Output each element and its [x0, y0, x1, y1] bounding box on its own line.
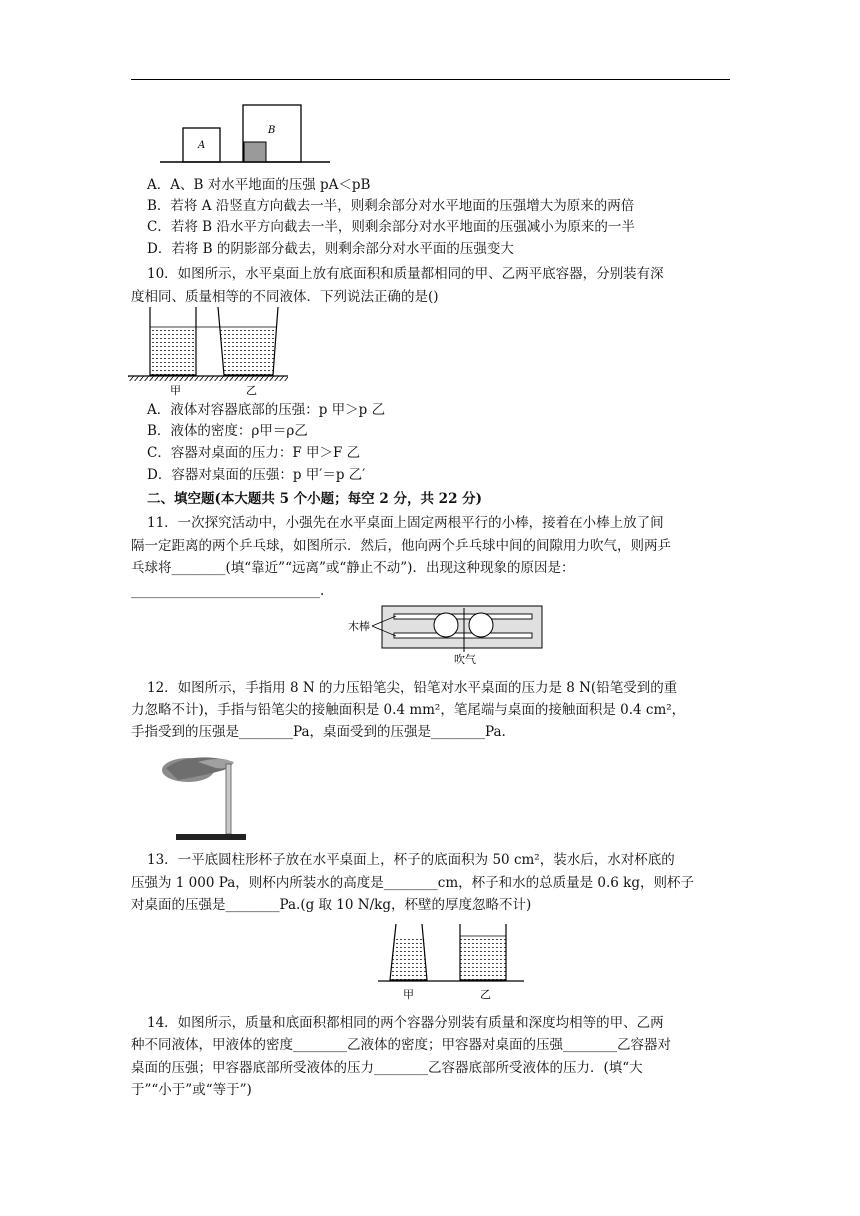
q14-line2: 种不同液体，甲液体的密度________乙液体的密度；甲容器对桌面的压强________乙容器对 — [131, 1037, 671, 1053]
q11-label-blow: 吹气 — [454, 653, 476, 666]
q12-line2: 力忽略不计)，手指与铅笔尖的接触面积是 0.4 mm²，笔尾端与桌面的接触面积是 0.4 cm²， — [131, 702, 686, 718]
q9-option-c: C．若将 B 沿水平方向截去一半，则剩余部分对水平地面的压强减小为原来的一半 — [147, 219, 635, 235]
q11-label-stick: 木棒 — [348, 620, 370, 633]
q10-option-d: D．容器对桌面的压强：p 甲′＝p 乙′ — [147, 467, 366, 483]
q14-line3: 桌面的压强；甲容器底部所受液体的压力________乙容器底部所受液体的压力．(填“大 — [131, 1060, 643, 1076]
q14-line1: 14．如图所示，质量和底面积都相同的两个容器分别装有质量和深度均相等的甲、乙两 — [147, 1015, 664, 1031]
q11-line1: 11．一次探究活动中，小强先在水平桌面上固定两根平行的小棒，接着在小棒上放了间 — [147, 515, 664, 531]
fig-q10-containers — [128, 305, 288, 397]
q13-label-jia: 甲 — [403, 988, 414, 1001]
q13-line2: 压强为 1 000 Pa，则杯内所装水的高度是________cm，杯子和水的总质量是 0.6 kg，则杯子 — [131, 875, 694, 891]
q10-option-b: B．液体的密度：ρ甲＝ρ乙 — [147, 423, 308, 439]
q11-line3: 乓球将________(填“靠近”“远离”或“静止不动”)．出现这种现象的原因是： — [131, 560, 575, 576]
block-a-label: A — [198, 140, 206, 151]
section-title-fill-blank: 二、填空题(本大题共 5 个小题；每空 2 分，共 22 分) — [147, 491, 483, 507]
q14-line4: 于”“小于”或“等于”) — [131, 1082, 252, 1098]
q12-line1: 12．如图所示，手指用 8 N 的力压铅笔尖，铅笔对水平桌面的压力是 8 N(铅笔受到的重 — [147, 680, 678, 696]
q11-line2: 隔一定距离的两个乒乓球，如图所示．然后，他向两个乒乓球中间的间隙用力吹气，则两乒 — [131, 538, 671, 554]
q13-line3: 对桌面的压强是________Pa.(g 取 10 N/kg，杯壁的厚度忽略不计) — [131, 897, 532, 913]
q11-line4: ____________________________. — [131, 583, 325, 599]
q10-option-a: A．液体对容器底部的压强：p 甲＞p 乙 — [147, 402, 386, 418]
q13-line1: 13．一平底圆柱形杯子放在水平桌面上，杯子的底面积为 50 cm²，装水后，水对杯底的 — [147, 852, 675, 868]
fig-q14-containers — [376, 922, 526, 1004]
q10-line2: 度相同、质量相等的不同液体．下列说法正确的是() — [131, 289, 439, 305]
q10-label-yi: 乙 — [246, 384, 257, 397]
block-b-shaded-part — [244, 142, 266, 162]
header-rule — [131, 79, 730, 80]
q13-label-yi: 乙 — [480, 988, 491, 1001]
block-b-label: B — [268, 125, 276, 136]
q9-option-d: D．若将 B 的阴影部分截去，则剩余部分对水平面的压强变大 — [147, 241, 514, 257]
q10-line1: 10．如图所示，水平桌面上放有底面积和质量都相同的甲、乙两平底容器，分别装有深 — [147, 266, 664, 282]
q10-label-jia: 甲 — [170, 384, 181, 397]
q10-option-c: C．容器对桌面的压力：F 甲＞F 乙 — [147, 445, 361, 461]
q12-line3: 手指受到的压强是________Pa，桌面受到的压强是________Pa. — [131, 724, 506, 740]
fig-q12-hand-pencil — [158, 746, 258, 846]
q9-option-a: A．A、B 对水平地面的压强 pA＜pB — [147, 177, 371, 193]
q9-option-b: B．若将 A 沿竖直方向截去一半，则剩余部分对水平地面的压强增大为原来的两倍 — [147, 198, 635, 214]
fig-q11-pingpong — [348, 604, 544, 666]
fig-blocks-ab — [160, 100, 330, 172]
